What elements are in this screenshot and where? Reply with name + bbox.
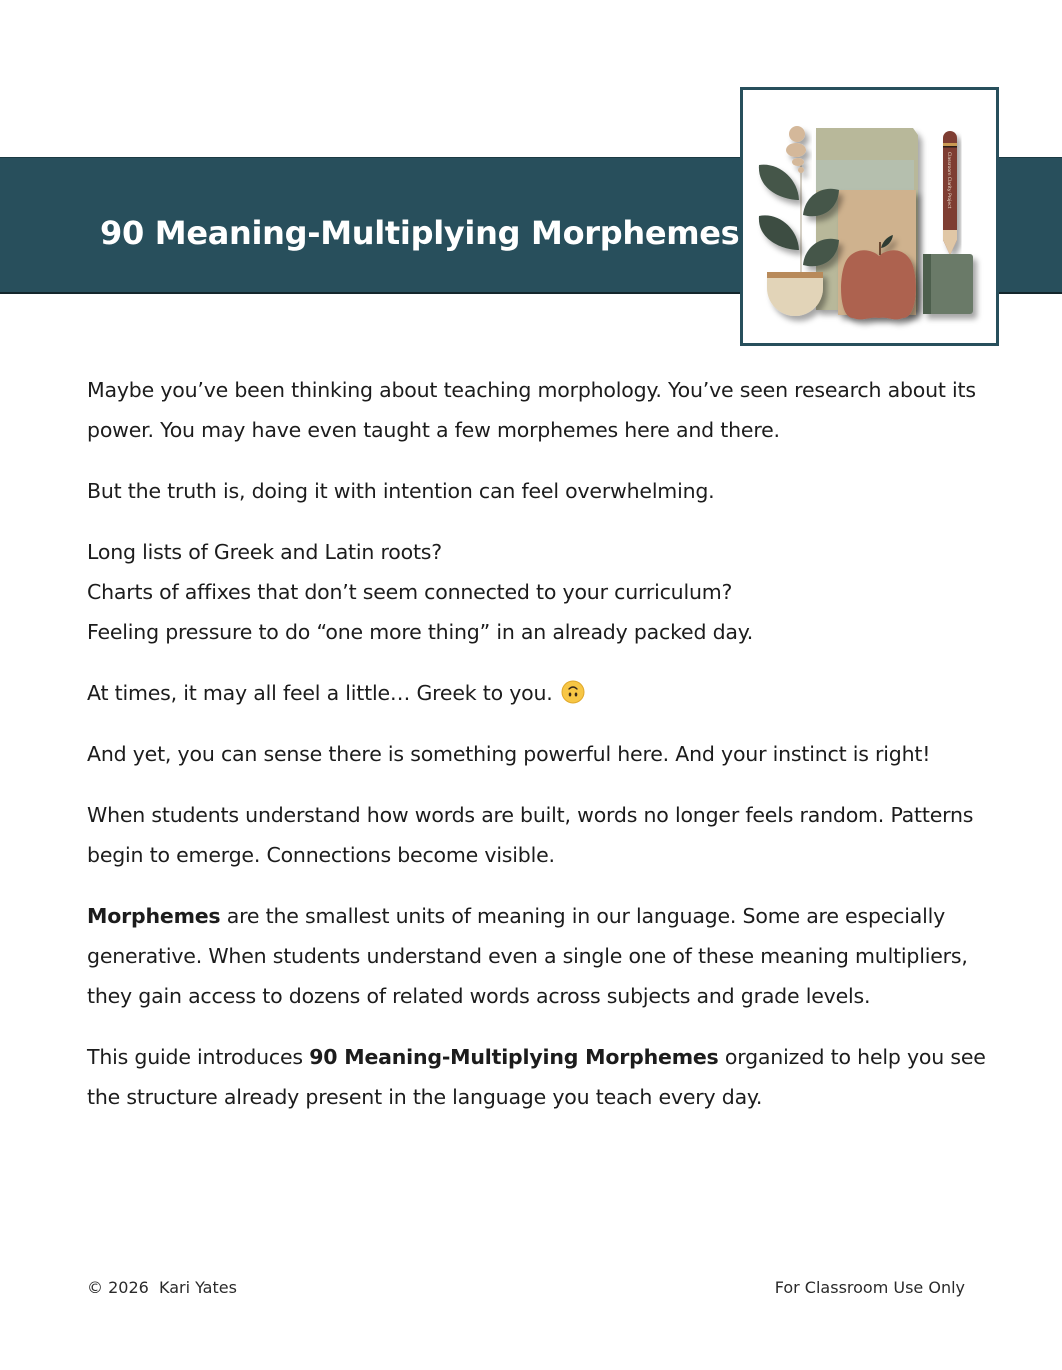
guide-text-after: organized to help you see the structure already present in the language you teach every day. [87, 1045, 986, 1109]
morphemes-term: Morphemes [87, 904, 221, 928]
concern-line: Long lists of Greek and Latin roots? [87, 540, 442, 564]
concern-line: Feeling pressure to do “one more thing” in an already packed day. [87, 620, 754, 644]
header-illustration [740, 87, 999, 346]
footer-copyright: © 2026 Kari Yates [87, 1278, 237, 1297]
paragraph-intro: Maybe you’ve been thinking about teaching morphology. You’ve seen research about its power. You may have even taught a few morphemes here and there. [87, 378, 976, 442]
guide-title-bold: 90 Meaning-Multiplying Morphemes [309, 1045, 719, 1069]
guide-text-before: This guide introduces [87, 1045, 310, 1069]
paragraph-greek [87, 673, 987, 713]
intro-body [87, 370, 987, 1138]
paragraph-concerns [87, 532, 987, 652]
definition-text: are the smallest units of meaning in our language. Some are especially generative. When students understand even a single one of these meaning multipliers, they gain access to dozens of related words across subjects and grade levels. [87, 904, 968, 1008]
greek-text: At times, it may all feel a little… Greek to you. [87, 681, 553, 705]
paragraph-instinct: And yet, you can sense there is something powerful here. And your instinct is right! [87, 742, 931, 766]
svg-text:Classroom Clarity Project: Classroom Clarity Project [946, 152, 951, 209]
paragraph-truth: But the truth is, doing it with intention can feel overwhelming. [87, 479, 715, 503]
illustration-art [743, 90, 996, 343]
page-title: 90 Meaning-Multiplying Morphemes [100, 214, 740, 252]
footer-usage: For Classroom Use Only [774, 1278, 965, 1297]
paragraph-morphemes-definition [87, 896, 987, 1016]
upside-down-face-icon [561, 680, 585, 704]
concern-line: Charts of affixes that don’t seem connected to your curriculum? [87, 580, 733, 604]
plant-pot [767, 272, 823, 316]
paragraph-patterns: When students understand how words are built, words no longer feels random. Patterns begin to emerge. Connections become visible. [87, 803, 974, 867]
green-book [923, 254, 973, 314]
pencil [943, 131, 957, 255]
paragraph-guide [87, 1037, 987, 1117]
plant-pods [786, 126, 806, 173]
